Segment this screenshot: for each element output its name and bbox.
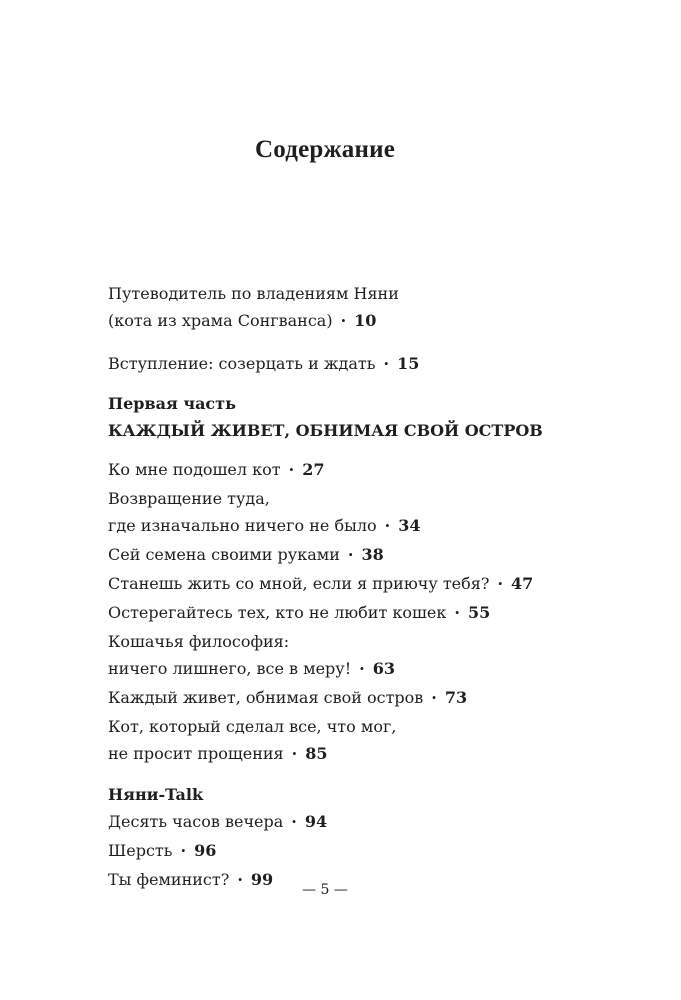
toc-entry-title: Ко мне подошел кот bbox=[108, 460, 281, 479]
toc-entry[interactable] bbox=[108, 350, 608, 377]
toc-page-number: 55 bbox=[467, 603, 491, 622]
toc-page-number: 85 bbox=[305, 744, 328, 763]
toc-entry-line bbox=[108, 280, 608, 307]
toc-entry-title: не просит прощения bbox=[108, 744, 284, 763]
toc-entry[interactable] bbox=[108, 628, 608, 682]
toc-page-number: 47 bbox=[511, 574, 534, 593]
separator-dot: · bbox=[431, 688, 437, 707]
toc-page-number: 96 bbox=[194, 841, 217, 860]
toc-entry-title: Шерсть bbox=[108, 841, 173, 860]
toc-page-number: 15 bbox=[397, 354, 420, 373]
toc-page-number: 63 bbox=[372, 659, 395, 678]
toc-entry-line bbox=[108, 350, 608, 377]
toc-entry-line bbox=[108, 485, 608, 512]
toc-entry-title: Десять часов вечера bbox=[108, 812, 284, 831]
toc-entry[interactable] bbox=[108, 684, 608, 711]
toc-entry-title: (кота из храма Сонгванса) bbox=[108, 311, 333, 330]
toc-entry-title: Кот, который сделал все, что мог, bbox=[108, 717, 397, 736]
separator-dot: · bbox=[237, 870, 243, 889]
part-one-entries bbox=[108, 456, 608, 767]
toc-entry-line bbox=[108, 628, 608, 655]
toc-entry-line bbox=[108, 655, 608, 682]
talk-section bbox=[108, 781, 608, 893]
separator-dot: · bbox=[347, 545, 354, 564]
page-title: Содержание bbox=[254, 136, 395, 163]
toc-entry-title: Вступление: созерцать и ждать bbox=[108, 354, 376, 373]
separator-dot: · bbox=[340, 311, 347, 330]
toc-entry[interactable] bbox=[108, 541, 608, 568]
toc-entry-line bbox=[108, 541, 608, 568]
toc-entry-line bbox=[108, 512, 608, 539]
page-number-folio: — 5 — bbox=[302, 882, 348, 898]
toc-entry-title: Кошачья философия: bbox=[108, 632, 290, 651]
separator-dot: · bbox=[454, 603, 460, 622]
toc-entry-title: Станешь жить со мной, если я приючу тебя? bbox=[108, 574, 490, 593]
separator-dot: · bbox=[497, 574, 504, 593]
toc-entry-title: Остерегайтесь тех, кто не любит кошек bbox=[108, 603, 447, 622]
separator-dot: · bbox=[383, 354, 390, 373]
toc-entry-line bbox=[108, 837, 608, 864]
toc-entry-line bbox=[108, 599, 608, 626]
toc-entry[interactable] bbox=[108, 808, 608, 835]
part-one-label: Первая часть bbox=[108, 394, 236, 413]
toc-entry-line bbox=[108, 740, 608, 767]
toc-entry[interactable] bbox=[108, 599, 608, 626]
toc-entry-line bbox=[108, 570, 608, 597]
separator-dot: · bbox=[288, 460, 295, 479]
toc-entry-line bbox=[108, 808, 608, 835]
toc-page-number: 34 bbox=[398, 516, 421, 535]
talk-entries bbox=[108, 808, 608, 893]
toc-entry-title: Путеводитель по владениям Няни bbox=[108, 284, 399, 303]
toc-entry-title: Каждый живет, обнимая свой остров bbox=[108, 688, 424, 707]
separator-dot: · bbox=[291, 744, 298, 763]
toc-entry[interactable] bbox=[108, 713, 608, 767]
toc-entry[interactable] bbox=[108, 570, 608, 597]
toc-page-number: 38 bbox=[361, 545, 384, 564]
toc-page-number: 10 bbox=[354, 311, 377, 330]
toc-entry-title: Ты феминист? bbox=[108, 870, 230, 889]
toc-entry-line bbox=[108, 684, 608, 711]
toc-entry-line bbox=[108, 456, 608, 483]
intro-entries bbox=[108, 280, 608, 377]
toc-page-number: 73 bbox=[444, 688, 468, 707]
toc-entry[interactable] bbox=[108, 456, 608, 483]
toc-page-number: 99 bbox=[250, 870, 274, 889]
toc-entry-title: Возвращение туда, bbox=[108, 489, 270, 508]
part-one-section bbox=[108, 390, 608, 767]
toc-entry-title: ничего лишнего, все в меру! bbox=[108, 659, 352, 678]
toc-page-number: 27 bbox=[302, 460, 325, 479]
separator-dot: · bbox=[291, 812, 297, 831]
toc-page-number: 94 bbox=[304, 812, 328, 831]
toc-entry-title: Сей семена своими руками bbox=[108, 545, 340, 564]
toc-entry-title: где изначально ничего не было bbox=[108, 516, 377, 535]
separator-dot: · bbox=[359, 659, 365, 678]
toc-entry[interactable] bbox=[108, 485, 608, 539]
talk-label: Няни-Talk bbox=[108, 785, 204, 804]
table-of-contents bbox=[108, 280, 608, 895]
toc-entry-line bbox=[108, 713, 608, 740]
separator-dot: · bbox=[180, 841, 187, 860]
toc-entry[interactable] bbox=[108, 837, 608, 864]
part-one-title: КАЖДЫЙ ЖИВЕТ, ОБНИМАЯ СВОЙ ОСТРОВ bbox=[108, 421, 543, 440]
toc-entry[interactable] bbox=[108, 280, 608, 334]
toc-entry-line bbox=[108, 307, 608, 334]
separator-dot: · bbox=[384, 516, 391, 535]
